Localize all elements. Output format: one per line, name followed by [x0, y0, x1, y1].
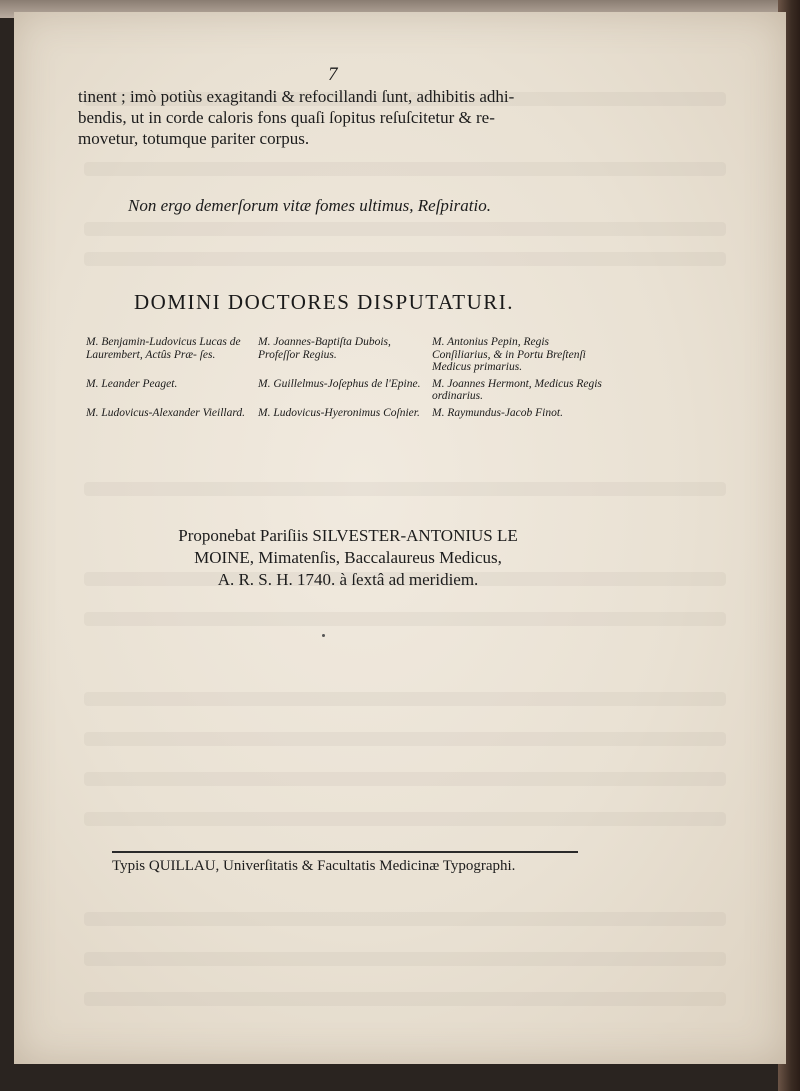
proponebat-line: Proponebat Pariſiis SILVESTER-ANTONIUS LE [178, 526, 518, 545]
doctors-list [86, 336, 606, 419]
printer-dot [322, 634, 325, 637]
body-paragraph [78, 86, 608, 149]
doctor-entry: M. Antonius Pepin, Regis Conſiliarius, & in Portu Breſtenſi Medicus primarius. [432, 336, 586, 373]
horizontal-rule [112, 851, 578, 853]
doctor-entry: M. Raymundus-Jacob Finot. [432, 406, 563, 419]
page-number: 7 [328, 64, 338, 85]
paragraph-line: movetur, totumque pariter corpus. [78, 129, 310, 148]
section-heading: DOMINI DOCTORES DISPUTATURI. [134, 290, 515, 314]
doctor-entry: M. Benjamin-Ludovicus Lucas de Laurembert, Actûs Præ- ſes. [86, 336, 241, 361]
doctor-entry: M. Joannes Hermont, Medicus Regis ordinarius. [432, 377, 602, 402]
doctor-entry: M. Joannes-Baptiſta Dubois, Profeſſor Regius. [258, 336, 391, 361]
paragraph-line: bendis, ut in corde caloris fons quaſi ſopitus reſuſcitetur & re- [78, 108, 495, 127]
proponebat-line: MOINE, Mimatenſis, Baccalaureus Medicus, [194, 548, 502, 567]
proponebat-line: A. R. S. H. 1740. à ſextâ ad meridiem. [217, 570, 479, 589]
printer-imprint: Typis QUILLAU, Univerſitatis & Facultatis Medicinæ Typographi. [112, 858, 516, 874]
proponebat-block [88, 525, 608, 591]
paragraph-line: tinent ; imò potiùs exagitandi & refocillandi ſunt, adhibitis adhi- [78, 87, 515, 106]
doctor-entry: M. Guillelmus-Joſephus de l'Epine. [258, 377, 421, 390]
conclusion-line: Non ergo demerſorum vitæ fomes ultimus, Reſpiratio. [128, 196, 491, 215]
doctor-entry: M. Leander Peaget. [86, 377, 178, 390]
doctor-entry: M. Ludovicus-Alexander Vieillard. [86, 406, 246, 419]
doctor-entry: M. Ludovicus-Hyeronimus Coſnier. [258, 406, 420, 419]
